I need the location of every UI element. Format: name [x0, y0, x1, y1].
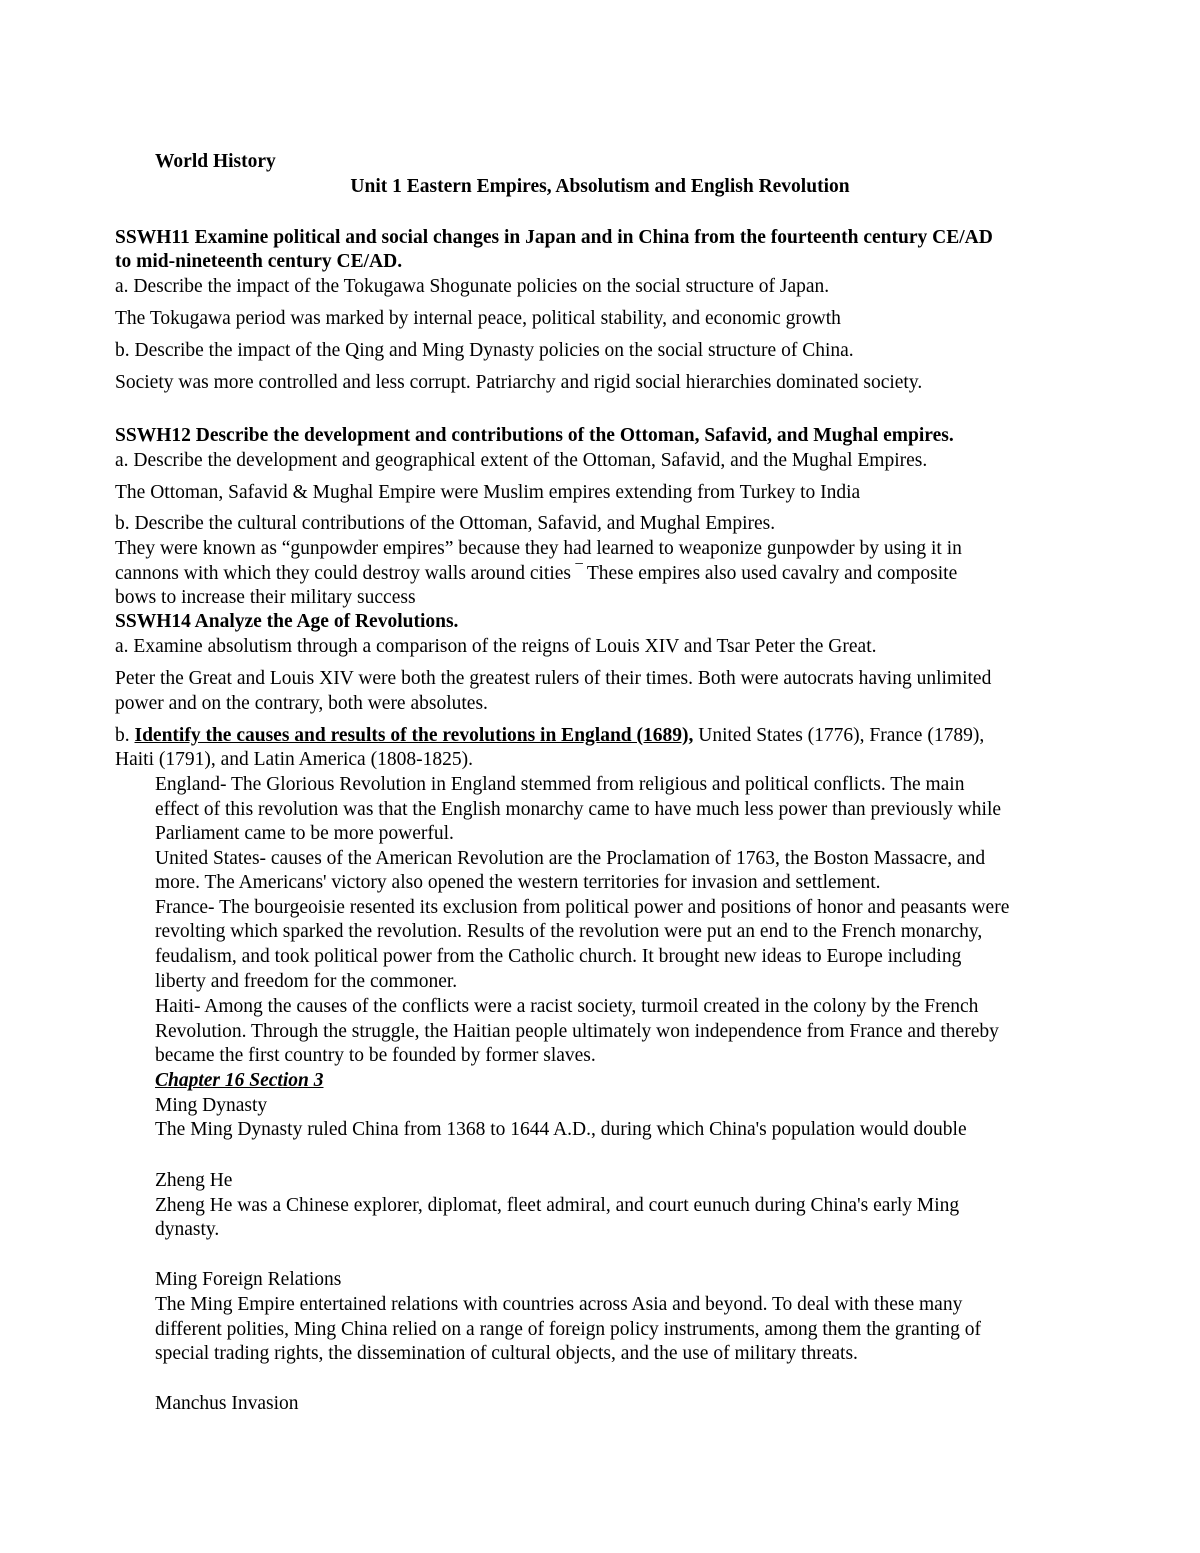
france-line-3: feudalism, and took political power from the Catholic church. It brought new ideas to Europe including: [155, 946, 962, 967]
sswh11-a-prompt: a. Describe the impact of the Tokugawa Shogunate policies on the social structure of Japan.: [115, 276, 830, 297]
england-line-3: Parliament came to be more powerful.: [155, 823, 454, 844]
sswh12-a-prompt: a. Describe the development and geographical extent of the Ottoman, Safavid, and the Mughal Empires.: [115, 450, 928, 471]
chapter-title: Chapter 16 Section 3: [155, 1070, 324, 1091]
united-states-line-1: United States- causes of the American Revolution are the Proclamation of 1763, the Boston Massacre, and: [155, 848, 986, 869]
france-line-4: liberty and freedom for the commoner.: [155, 971, 458, 992]
sswh11-heading-line-1: SSWH11 Examine political and social changes in Japan and in China from the fourteenth century CE/AD: [115, 227, 993, 248]
ming-definition: The Ming Dynasty ruled China from 1368 to 1644 A.D., during which China's population would double: [155, 1119, 967, 1140]
sswh14-a-answer-line-1: Peter the Great and Louis XIV were both the greatest rulers of their times. Both were autocrats having unlimited: [115, 668, 992, 689]
sswh14-b-prefix: b.: [115, 725, 135, 746]
haiti-line-1: Haiti- Among the causes of the conflicts were a racist society, turmoil created in the colony by the French: [155, 996, 979, 1017]
haiti-line-2: Revolution. Through the struggle, the Haitian people ultimately won independence from France and thereby: [155, 1021, 999, 1042]
england-line-2: effect of this revolution was that the English monarchy came to have much less power than previously while: [155, 799, 1002, 820]
relations-definition-line-2: different polities, Ming China relied on a range of foreign policy instruments, among them the granting of: [155, 1319, 982, 1340]
ming-term: Ming Dynasty: [155, 1095, 268, 1116]
sswh12-b-answer-line-3: bows to increase their military success: [115, 587, 416, 608]
unit-title: Unit 1 Eastern Empires, Absolutism and English Revolution: [350, 176, 850, 197]
sswh14-b-rest: United States (1776), France (1789),: [693, 725, 985, 746]
sswh12-b-prompt: b. Describe the cultural contributions of the Ottoman, Safavid, and Mughal Empires.: [115, 513, 776, 534]
united-states-line-2: more. The Americans' victory also opened the western territories for invasion and settlement.: [155, 872, 881, 893]
zheng-definition-line-1: Zheng He was a Chinese explorer, diplomat, fleet admiral, and court eunuch during China's early Ming: [155, 1195, 960, 1216]
zheng-definition-line-2: dynasty.: [155, 1219, 220, 1240]
france-line-1: France- The bourgeoisie resented its exclusion from political power and positions of honor and peasants were: [155, 897, 1010, 918]
sswh11-heading-line-2: to mid-nineteenth century CE/AD.: [115, 251, 403, 272]
relations-definition-line-1: The Ming Empire entertained relations with countries across Asia and beyond. To deal with these many: [155, 1294, 963, 1315]
sswh14-a-prompt: a. Examine absolutism through a comparison of the reigns of Louis XIV and Tsar Peter the Great.: [115, 636, 877, 657]
sswh11-b-prompt: b. Describe the impact of the Qing and Ming Dynasty policies on the social structure of China.: [115, 340, 854, 361]
course-title: World History: [155, 151, 276, 172]
sswh14-b-emphasis: Identify the causes and results of the revolutions in England (1689),: [134, 725, 694, 746]
sswh12-a-answer: The Ottoman, Safavid & Mughal Empire were Muslim empires extending from Turkey to India: [115, 482, 861, 503]
sswh12-b-answer-line-2: cannons with which they could destroy walls around cities ‾ These empires also used cavalry and composite: [115, 563, 958, 584]
sswh11-a-answer: The Tokugawa period was marked by internal peace, political stability, and economic growth: [115, 308, 841, 329]
sswh12-heading: SSWH12 Describe the development and contributions of the Ottoman, Safavid, and Mughal empires.: [115, 425, 954, 446]
england-line-1: England- The Glorious Revolution in England stemmed from religious and political conflicts. The main: [155, 774, 965, 795]
sswh14-a-answer-line-2: power and on the contrary, both were absolutes.: [115, 693, 488, 714]
manchus-term: Manchus Invasion: [155, 1393, 299, 1414]
france-line-2: revolting which sparked the revolution. Results of the revolution were put an end to the French monarchy,: [155, 921, 983, 942]
sswh14-b-prompt-line-2: Haiti (1791), and Latin America (1808-1825).: [115, 749, 473, 770]
sswh11-b-answer: Society was more controlled and less corrupt. Patriarchy and rigid social hierarchies dominated society.: [115, 372, 923, 393]
sswh14-b-prompt-line-1: [115, 724, 984, 748]
relations-definition-line-3: special trading rights, the dissemination of cultural objects, and the use of military threats.: [155, 1343, 858, 1364]
sswh12-b-answer-line-1: They were known as “gunpowder empires” because they had learned to weaponize gunpowder by using it in: [115, 538, 962, 559]
zheng-term: Zheng He: [155, 1170, 233, 1191]
haiti-line-3: became the first country to be founded by former slaves.: [155, 1045, 596, 1066]
sswh14-heading: SSWH14 Analyze the Age of Revolutions.: [115, 611, 459, 632]
relations-term: Ming Foreign Relations: [155, 1269, 342, 1290]
